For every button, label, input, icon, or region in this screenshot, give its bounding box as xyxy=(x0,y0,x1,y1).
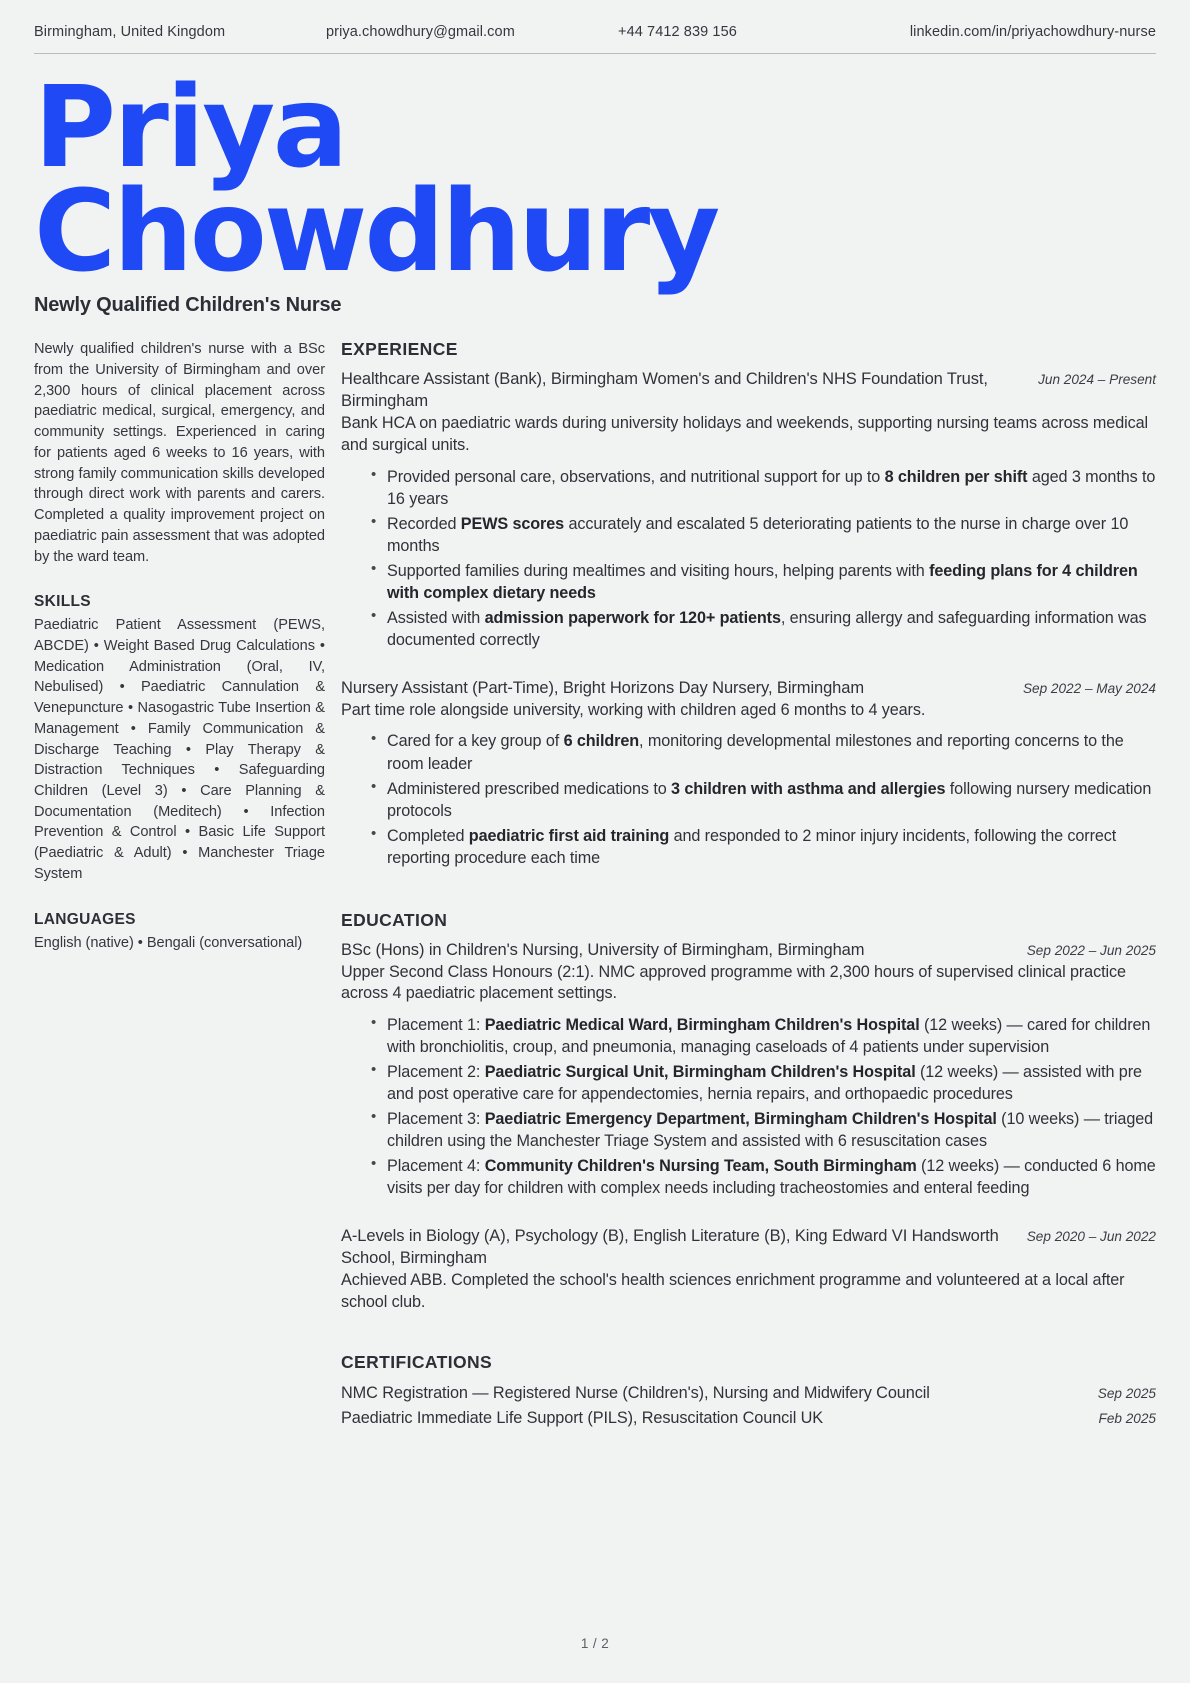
entry-header xyxy=(341,1226,1156,1270)
list-item: • Administered prescribed medications to 3 children with asthma and allergies following nursery medication protocols xyxy=(371,778,1156,822)
contact-phone[interactable]: +44 7412 839 156 xyxy=(618,24,737,40)
entry-date: Jun 2024 – Present xyxy=(1038,372,1156,388)
first-name: Priya xyxy=(34,63,346,193)
entry-bullets xyxy=(341,1014,1156,1199)
entry-spacer xyxy=(341,654,1156,674)
languages-list: English (native) • Bengali (conversational) xyxy=(34,934,303,951)
list-item: • Placement 4: Community Children's Nursing Team, South Birmingham (12 weeks) — conducted 6 home visits per day for children with complex needs including tracheostomies and enteral feeding xyxy=(371,1155,1156,1199)
entry-bullets xyxy=(341,466,1156,651)
entry-title: Healthcare Assistant (Bank), Birmingham Women's and Children's NHS Foundation Trust, Birmingham xyxy=(341,370,988,411)
list-item: • Cared for a key group of 6 children, monitoring developmental milestones and reporting concerns to the room leader xyxy=(371,730,1156,774)
entry-date: Sep 2022 – Jun 2025 xyxy=(1026,942,1156,958)
certification-row xyxy=(341,1382,1156,1404)
entry xyxy=(341,369,1156,674)
certification-name: NMC Registration — Registered Nurse (Children's), Nursing and Midwifery Council xyxy=(341,1383,930,1402)
entry-date: Sep 2022 – May 2024 xyxy=(1022,680,1156,696)
entry xyxy=(341,1226,1156,1327)
certifications-heading: CERTIFICATIONS xyxy=(341,1351,493,1372)
entry-spacer xyxy=(341,872,1156,886)
certification-date: Feb 2025 xyxy=(1098,1410,1156,1426)
entry-header xyxy=(341,369,1156,413)
body-columns xyxy=(34,339,1156,1431)
page-title: Newly Qualified Children's Nurse xyxy=(34,294,342,317)
contact-linkedin[interactable]: linkedin.com/in/priyachowdhury-nurse xyxy=(909,24,1156,40)
entry-description: Bank HCA on paediatric wards during university holidays and weekends, supporting nursing teams across medical and surgical units. xyxy=(341,414,1148,454)
list-item: • Assisted with admission paperwork for 120+ patients, ensuring allergy and safeguarding information was documented correctly xyxy=(371,607,1156,651)
contact-location: Birmingham, United Kingdom xyxy=(34,24,226,40)
main-content xyxy=(333,339,1156,1431)
experience-list xyxy=(341,369,1156,885)
education-heading: EDUCATION xyxy=(341,909,448,930)
page-footer: 1 / 2 xyxy=(580,1636,610,1651)
entry-title: A-Levels in Biology (A), Psychology (B), English Literature (B), King Edward VI Handsworth School, Birmingham xyxy=(341,1227,999,1268)
list-item: • Placement 3: Paediatric Emergency Department, Birmingham Children's Hospital (10 weeks) — triaged children using the Manchester Triage System and assisted with 6 resuscitation cases xyxy=(371,1108,1156,1152)
list-item: • Completed paediatric first aid training and responded to 2 minor injury incidents, following the correct reporting procedure each time xyxy=(371,825,1156,869)
contact-bar xyxy=(34,0,1156,54)
entry-spacer xyxy=(341,1202,1156,1222)
skills-list: Paediatric Patient Assessment (PEWS, ABCDE) • Weight Based Drug Calculations • Medication Administration (Oral, IV, Nebulised) • Paediatric Cannulation & Venepuncture • Nasogastric Tube Insertion & Management • Family Communication & Discharge Teaching • Play Therapy & Distraction Techniques • Safeguarding Children (Level 3) • Care Planning & Documentation (Meditech) • Infection Prevention & Control • Basic Life Support (Paediatric & Adult) • Manchester Triage System xyxy=(34,617,325,882)
certification-date: Sep 2025 xyxy=(1097,1385,1156,1401)
experience-heading: EXPERIENCE xyxy=(341,339,458,360)
entry-title: Nursery Assistant (Part-Time), Bright Horizons Day Nursery, Birmingham xyxy=(341,678,864,697)
sidebar xyxy=(34,339,333,953)
certification-row xyxy=(341,1407,1156,1429)
list-item: • Placement 1: Paediatric Medical Ward, Birmingham Children's Hospital (12 weeks) — cared for children with bronchiolitis, croup, and pneumonia, managing caseloads of 4 patients under supervision xyxy=(371,1014,1156,1058)
list-item: • Supported families during mealtimes and visiting hours, helping parents with feeding plans for 4 children with complex dietary needs xyxy=(371,560,1156,604)
entry-title: BSc (Hons) in Children's Nursing, University of Birmingham, Birmingham xyxy=(341,940,865,959)
profile-summary: Newly qualified children's nurse with a BSc from the University of Birmingham and over 2,300 hours of clinical placement across paediatric medical, surgical, emergency, and community settings. Experienced in caring for patients aged 6 weeks to 16 years, with strong family communication skills developed through direct work with parents and carers. Completed a quality improvement project on paediatric pain assessment that was adopted by the ward team. xyxy=(34,341,325,565)
entry-header xyxy=(341,678,1156,700)
entry-header xyxy=(341,940,1156,962)
list-item: • Recorded PEWS scores accurately and escalated 5 deteriorating patients to the nurse in charge over 10 months xyxy=(371,513,1156,557)
certification-name: Paediatric Immediate Life Support (PILS), Resuscitation Council UK xyxy=(341,1408,824,1427)
entry-spacer xyxy=(341,1314,1156,1328)
certifications-list xyxy=(341,1382,1156,1429)
entry-description: Achieved ABB. Completed the school's health sciences enrichment programme and volunteered at a local after school club. xyxy=(341,1271,1125,1311)
languages-heading: LANGUAGES xyxy=(34,910,136,928)
list-item: • Placement 2: Paediatric Surgical Unit, Birmingham Children's Hospital (12 weeks) — assisted with pre and post operative care for appendectomies, hernia repairs, and orthopaedic procedures xyxy=(371,1061,1156,1105)
entry-description: Part time role alongside university, working with children aged 6 months to 4 years. xyxy=(341,700,926,719)
skills-heading: SKILLS xyxy=(34,593,91,611)
last-name: Chowdhury xyxy=(34,167,718,298)
name-block xyxy=(34,54,1156,298)
entry-description: Upper Second Class Honours (2:1). NMC approved programme with 2,300 hours of supervised clinical practice across 4 paediatric placement settings. xyxy=(341,962,1126,1003)
education-list xyxy=(341,940,1156,1328)
list-item: • Provided personal care, observations, and nutritional support for up to 8 children per shift aged 3 months to 16 years xyxy=(371,466,1156,510)
entry xyxy=(341,940,1156,1223)
entry-date: Sep 2020 – Jun 2022 xyxy=(1026,1229,1156,1245)
entry-bullets xyxy=(341,730,1156,868)
contact-email[interactable]: priya.chowdhury@gmail.com xyxy=(326,24,515,40)
entry xyxy=(341,678,1156,886)
